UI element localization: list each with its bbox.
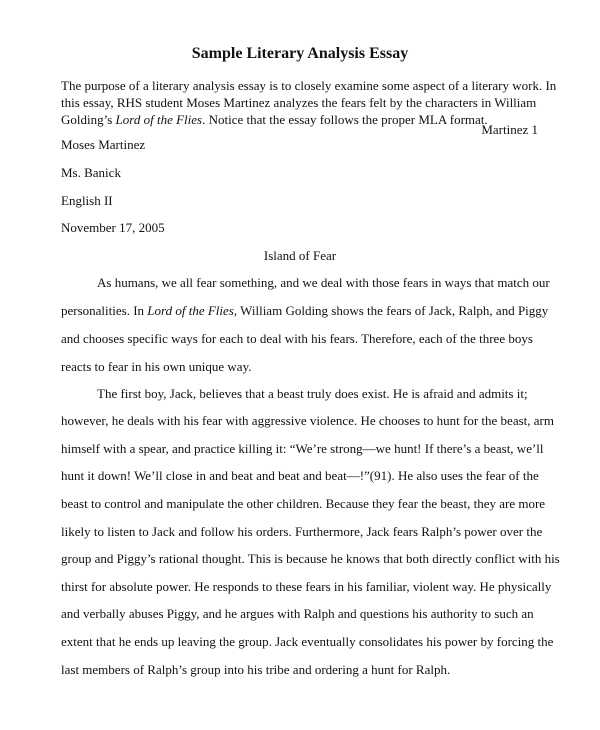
paragraph-line: likely to listen to Jack and follow his orders. Furthermore, Jack fears Ralph’s power over the [61,524,543,539]
teacher-name: Ms. Banick [61,165,121,180]
paragraph-line: As humans, we all fear something, and we deal with those fears in ways that match our [97,275,550,290]
intro-line: The purpose of a literary analysis essay is to closely examine some aspect of a literary work. In [61,78,557,93]
paragraph-line: reacts to fear in his own unique way. [61,359,252,374]
paragraph-line: beast to control and manipulate the other children. Because they fear the beast, they are more [61,496,546,511]
book-title: Lord of the Flies [147,303,234,318]
paragraph-line: personalities. In Lord of the Flies, William Golding shows the fears of Jack, Ralph, and Piggy [61,303,549,318]
paragraph-line: himself with a spear, and practice killing it: “We’re strong—we hunt! If there’s a beast, we’ll [61,441,544,456]
paragraph-line: group and Piggy’s rational thought. This is because he knows that both directly conflict with his [61,551,560,566]
paragraph-line: however, he deals with his fear with aggressive violence. He chooses to hunt for the beast, arm [61,413,554,428]
intro-line: this essay, RHS student Moses Martinez analyzes the fears felt by the characters in William [61,95,537,110]
paragraph-line: and verbally abuses Piggy, and he argues with Ralph and questions his authority to such an [61,606,534,621]
essay-title: Island of Fear [263,248,337,263]
essay-date: November 17, 2005 [61,220,165,235]
intro-note [61,77,557,128]
paragraph-line: last members of Ralph’s group into his tribe and ordering a hunt for Ralph. [61,662,451,677]
paragraph-line: extent that he ends up leaving the group. Jack eventually consolidates his power by forcing the [61,634,554,649]
document-title: Sample Literary Analysis Essay [191,45,409,62]
paragraph-line: hunt it down! We’ll close in and beat and beat and beat—!”(91). He also uses the fear of the [61,468,539,483]
page-header: Martinez 1 [481,122,538,137]
paragraph-line: and chooses specific ways for each to deal with his fears. Therefore, each of the three boys [61,331,533,346]
book-title: Lord of the Flies [115,112,203,127]
paragraph-line: thirst for absolute power. He responds to these fears in his familiar, violent way. He physically [61,579,552,594]
student-name: Moses Martinez [61,137,146,152]
intro-line: Golding’s Lord of the Flies. Notice that the essay follows the proper MLA format. [61,112,488,127]
course-name: English II [61,193,113,208]
paragraph-line: The first boy, Jack, believes that a beast truly does exist. He is afraid and admits it; [97,386,528,401]
